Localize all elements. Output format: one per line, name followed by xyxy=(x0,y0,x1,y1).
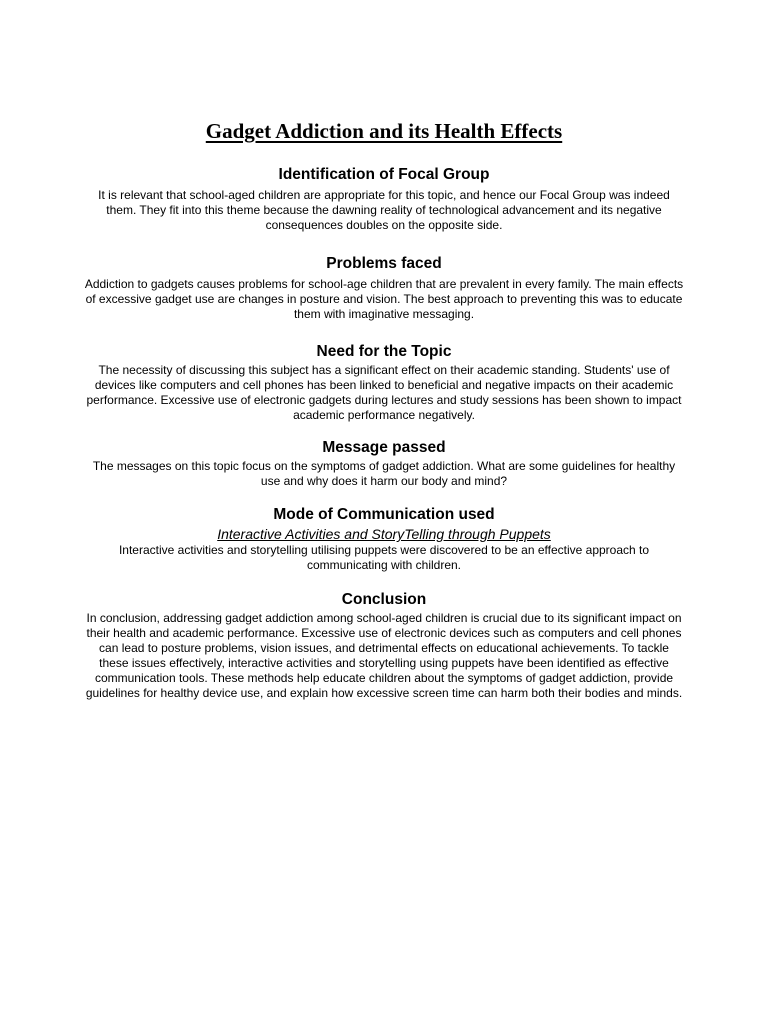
section-body: The necessity of discussing this subject has a significant effect on their academic standing. Students' use of devices like computers and cell phones has been linked to beneficial and negative impacts on their academic performance. Excessive use of electronic gadgets during lectures and study sessions has been shown to impact academic performance negatively. xyxy=(86,363,682,422)
section-problems-faced xyxy=(84,254,684,322)
section-heading: Message passed xyxy=(322,439,446,456)
section-focal-group xyxy=(84,165,684,233)
section-heading: Need for the Topic xyxy=(316,343,452,360)
section-body: The messages on this topic focus on the symptoms of gadget addiction. What are some guidelines for healthy use and why does it harm our body and mind? xyxy=(92,459,676,488)
section-heading: Problems faced xyxy=(326,255,442,272)
section-mode-of-communication xyxy=(84,505,684,573)
section-heading: Conclusion xyxy=(341,591,427,608)
section-conclusion xyxy=(84,590,684,701)
section-heading: Identification of Focal Group xyxy=(278,166,490,183)
section-body: It is relevant that school-aged children are appropriate for this topic, and hence our Focal Group was indeed them. They fit into this theme because the dawning reality of technological advancement and its negative consequences doubles on the opposite side. xyxy=(98,188,670,232)
document-title: Gadget Addiction and its Health Effects xyxy=(205,119,563,143)
section-body: In conclusion, addressing gadget addiction among school-aged children is crucial due to its significant impact on their health and academic performance. Excessive use of electronic devices such as computers and cell phones can lead to posture problems, vision issues, and detrimental effects on educational achievements. To tackle these issues effectively, interactive activities and storytelling using puppets have been identified as effective communication tools. These methods help educate children about the symptoms of gadget addiction, provide guidelines for healthy device use, and explain how excessive screen time can harm both their bodies and minds. xyxy=(85,611,683,700)
section-body: Interactive activities and storytelling utilising puppets were discovered to be an effective approach to communicating with children. xyxy=(118,543,650,572)
section-body: Addiction to gadgets causes problems for school-age children that are prevalent in every family. The main effects of excessive gadget use are changes in posture and vision. The best approach to preventing this was to educate them with imaginative messaging. xyxy=(84,277,684,321)
section-heading: Mode of Communication used xyxy=(273,506,495,523)
section-need-for-topic xyxy=(84,342,684,423)
section-message-passed xyxy=(84,438,684,489)
section-subheading: Interactive Activities and StoryTelling through Puppets xyxy=(217,526,551,542)
